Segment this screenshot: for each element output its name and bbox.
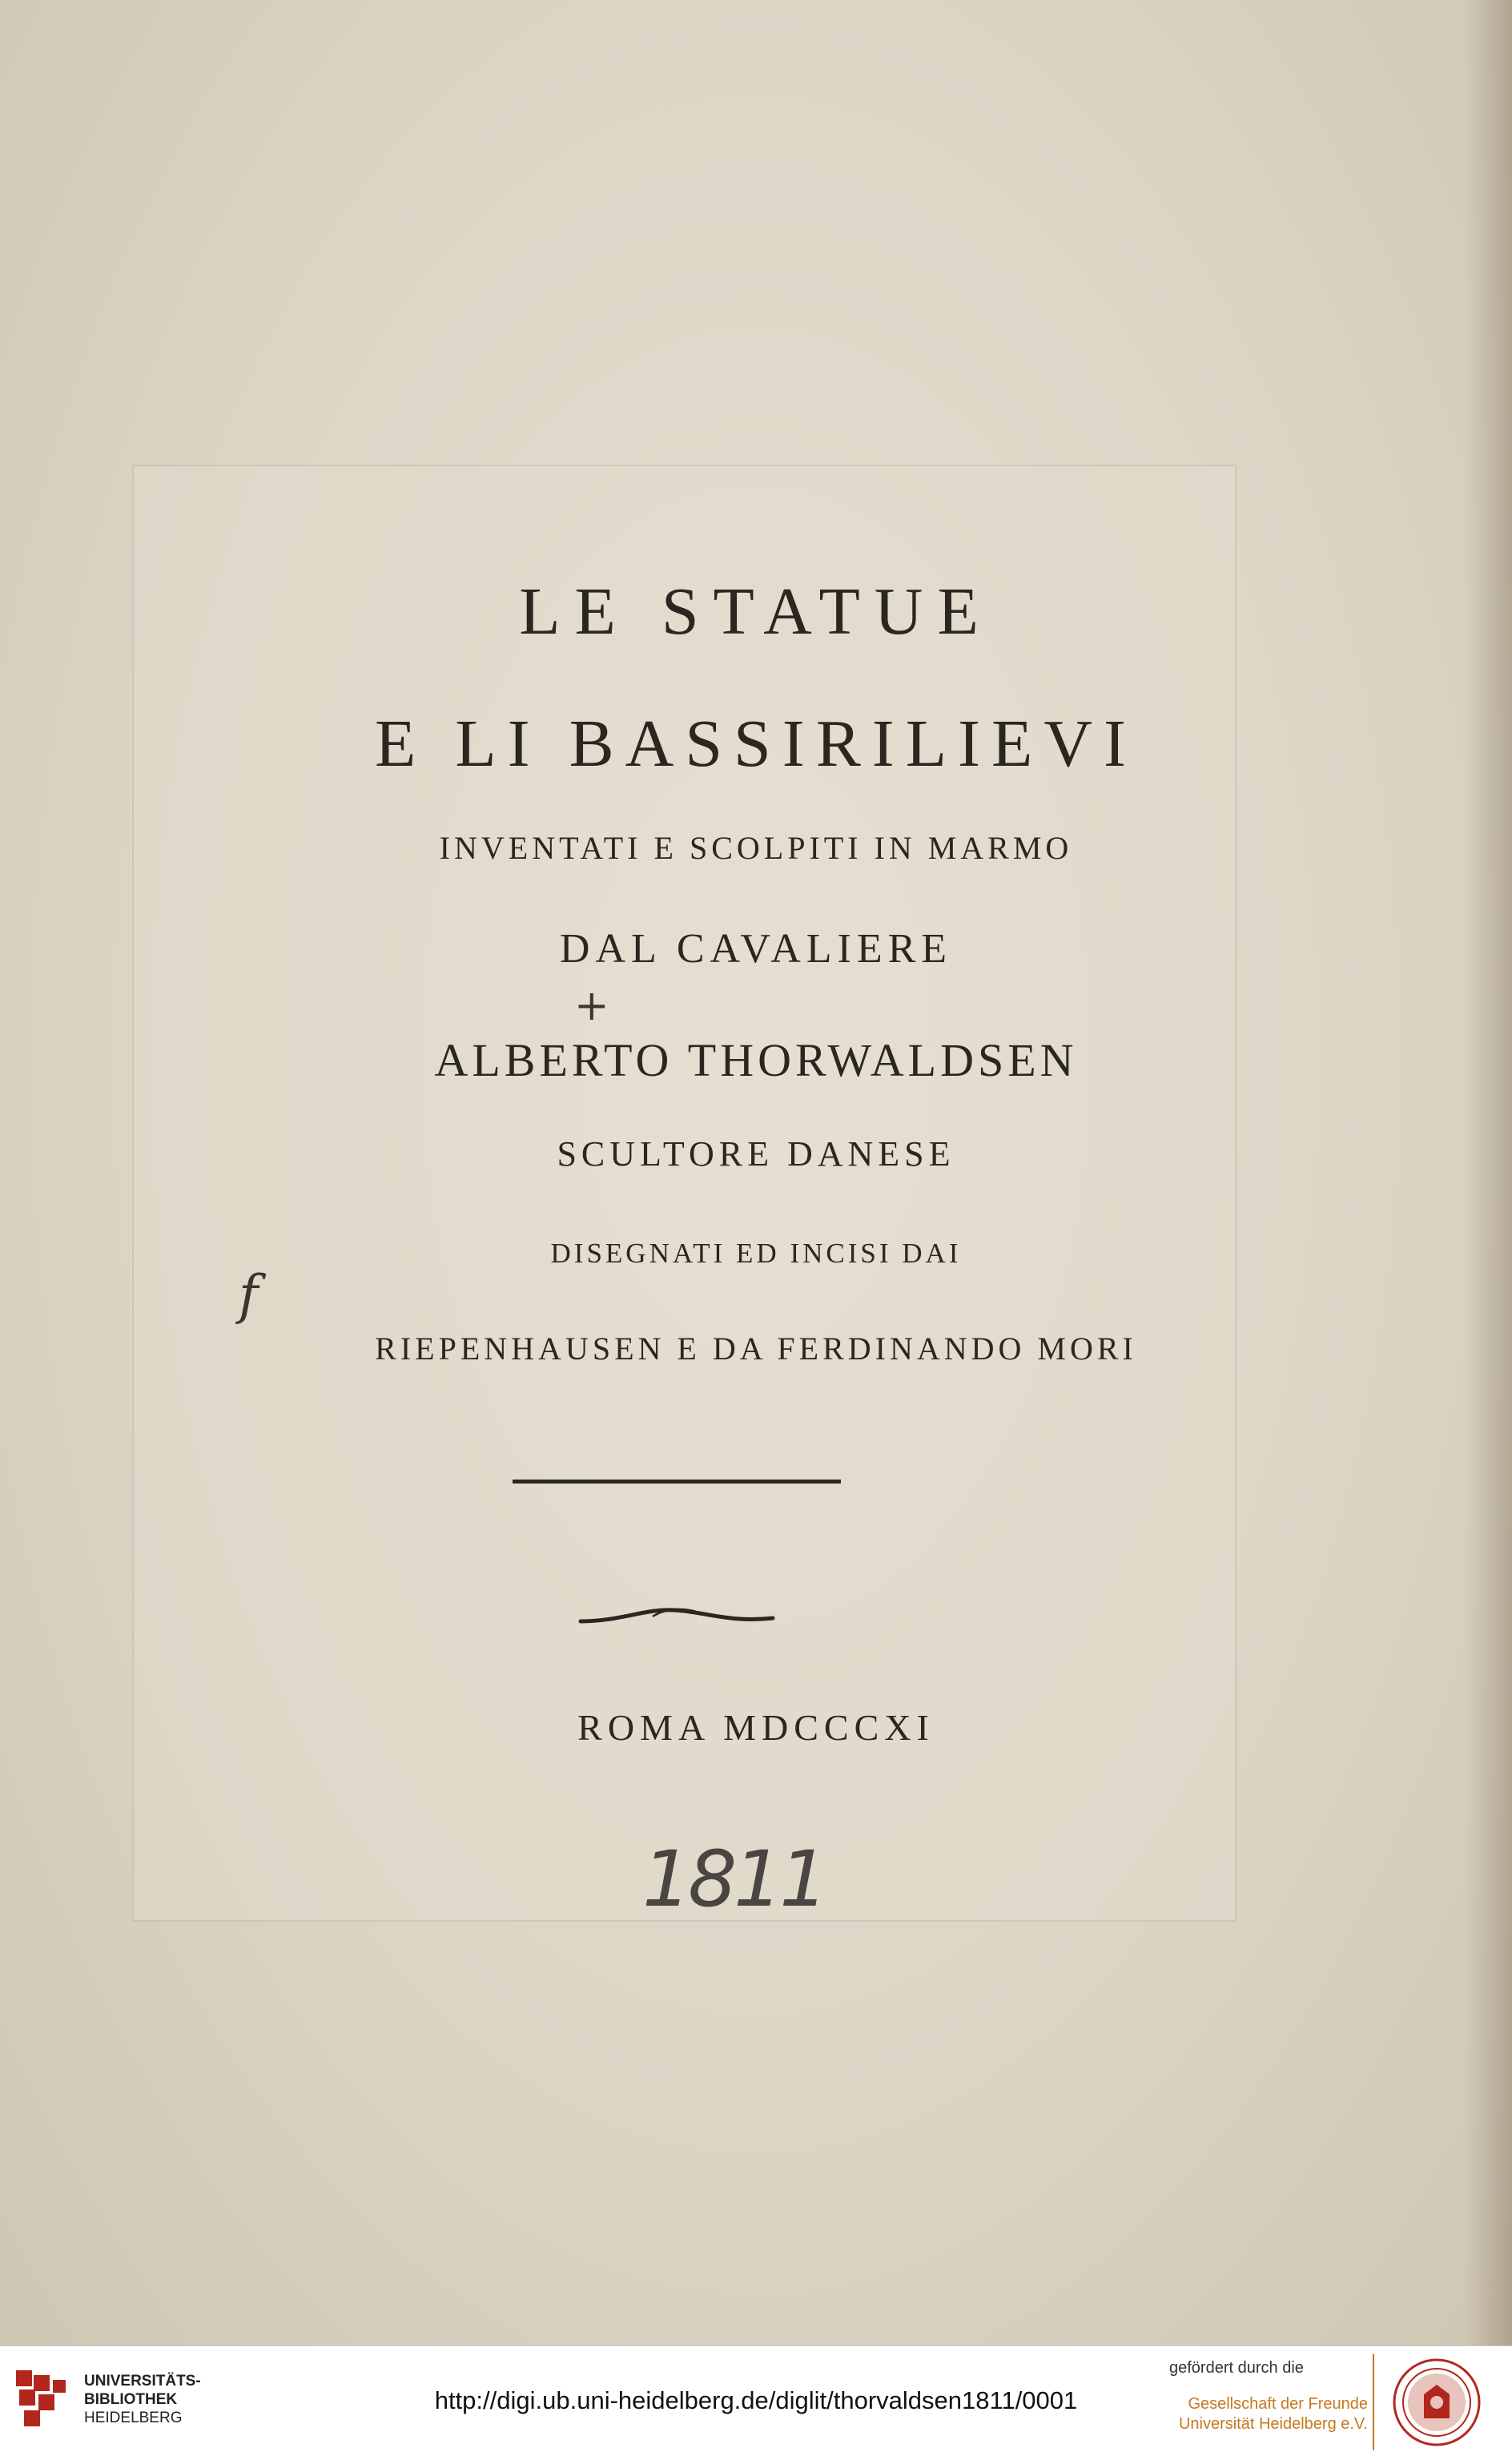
- engravers-names: RIEPENHAUSEN E DA FERDINANDO MORI: [375, 1331, 1137, 1367]
- library-name-line-1: UNIVERSITÄTS-: [84, 2373, 201, 2390]
- horizontal-rule: [513, 1480, 841, 1484]
- sponsor-name-line-1: Gesellschaft der Freunde: [1188, 2395, 1368, 2413]
- permalink-url[interactable]: http://digi.ub.uni-heidelberg.de/diglit/thorvaldsen1811/0001: [434, 2386, 1078, 2414]
- handwritten-cross: +: [574, 982, 609, 1030]
- sculptor-nationality: SCULTORE DANESE: [557, 1134, 955, 1174]
- plate-mark: [132, 465, 1237, 1922]
- dal-cavaliere-line: DAL CAVALIERE: [559, 926, 953, 972]
- footer-bar: [0, 2345, 1512, 2456]
- university-seal-icon: [1392, 2357, 1482, 2447]
- library-name-line-2: BIBLIOTHEK: [84, 2391, 178, 2408]
- sponsor-name-line-2: Universität Heidelberg e.V.: [1178, 2415, 1368, 2433]
- sponsor-caption: gefördert durch die: [1169, 2359, 1304, 2377]
- title-line-2: E LI BASSIRILIEVI: [375, 707, 1137, 781]
- library-name-line-3: HEIDELBERG: [84, 2410, 183, 2426]
- pencil-year-note: 1811: [642, 1834, 826, 1924]
- handwritten-f: f: [239, 1264, 259, 1326]
- imprint-line: ROMA MDCCCXI: [577, 1707, 935, 1748]
- sculptor-name: ALBERTO THORWALDSEN: [434, 1034, 1078, 1086]
- title-line-1: LE STATUE: [519, 574, 993, 649]
- footer-divider: [1373, 2354, 1374, 2450]
- subtitle-line: INVENTATI E SCOLPITI IN MARMO: [439, 830, 1073, 866]
- engravers-intro: DISEGNATI ED INCISI DAI: [550, 1238, 962, 1269]
- sponsor-name: [1179, 2394, 1368, 2434]
- swash-ornament-icon: [577, 1594, 777, 1634]
